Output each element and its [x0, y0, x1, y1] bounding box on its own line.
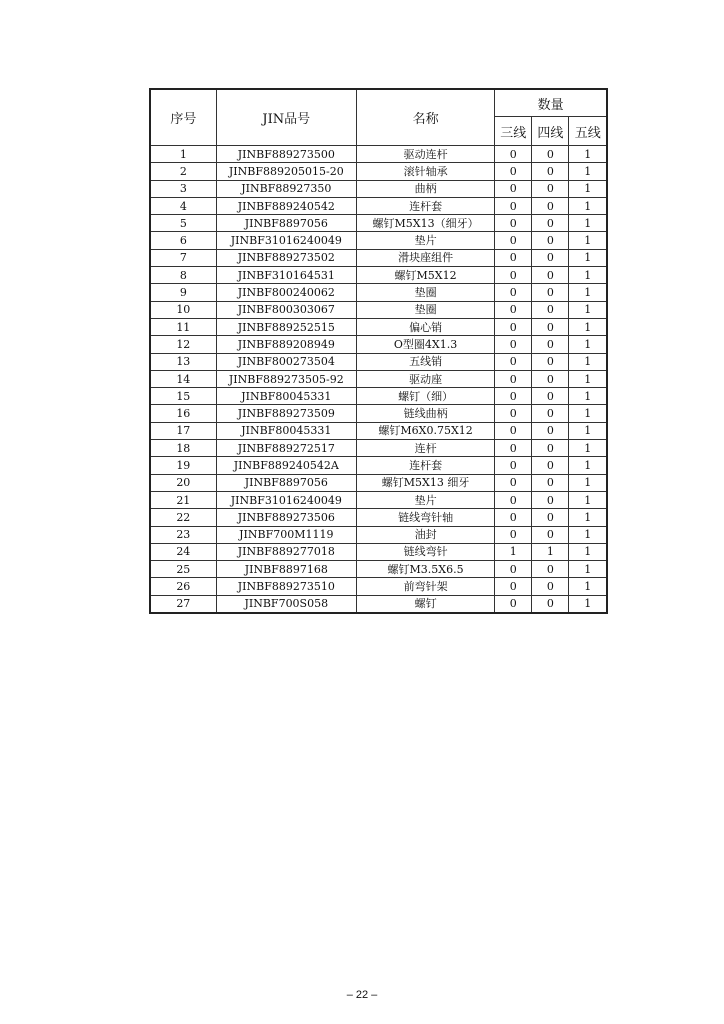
table-row — [150, 543, 607, 560]
table-row — [150, 318, 607, 335]
cell-part-no: JINBF800303067 — [216, 301, 356, 318]
cell-qty-three: 0 — [495, 474, 532, 491]
cell-name: 链线曲柄 — [356, 405, 494, 422]
table-row — [150, 249, 607, 266]
cell-qty-five: 1 — [569, 543, 607, 560]
cell-part-no: JINBF80045331 — [216, 388, 356, 405]
table-row — [150, 561, 607, 578]
cell-qty-three: 0 — [495, 561, 532, 578]
cell-name: 滑块座组件 — [356, 249, 494, 266]
cell-name: 螺钉M5X12 — [356, 267, 494, 284]
cell-qty-four: 0 — [532, 301, 569, 318]
cell-qty-three: 0 — [495, 284, 532, 301]
table-row — [150, 440, 607, 457]
cell-qty-five: 1 — [569, 440, 607, 457]
cell-name: 五线销 — [356, 353, 494, 370]
cell-no: 4 — [150, 197, 216, 214]
cell-part-no: JINBF31016240049 — [216, 491, 356, 508]
header-quantity: 数量 — [495, 89, 607, 117]
cell-name: 螺钉M5X13 细牙 — [356, 474, 494, 491]
cell-no: 6 — [150, 232, 216, 249]
cell-name: 垫片 — [356, 232, 494, 249]
cell-name: 螺钉M3.5X6.5 — [356, 561, 494, 578]
cell-qty-four: 0 — [532, 491, 569, 508]
cell-part-no: JINBF889272517 — [216, 440, 356, 457]
cell-no: 21 — [150, 491, 216, 508]
table-row — [150, 197, 607, 214]
table-row — [150, 457, 607, 474]
cell-no: 20 — [150, 474, 216, 491]
table-row — [150, 578, 607, 595]
cell-no: 18 — [150, 440, 216, 457]
cell-qty-four: 0 — [532, 509, 569, 526]
cell-part-no: JINBF8897168 — [216, 561, 356, 578]
table-row — [150, 232, 607, 249]
cell-qty-five: 1 — [569, 457, 607, 474]
cell-qty-five: 1 — [569, 336, 607, 353]
cell-part-no: JINBF700S058 — [216, 595, 356, 613]
cell-no: 1 — [150, 146, 216, 163]
cell-qty-four: 0 — [532, 457, 569, 474]
cell-qty-five: 1 — [569, 353, 607, 370]
cell-qty-five: 1 — [569, 561, 607, 578]
cell-qty-three: 0 — [495, 197, 532, 214]
cell-part-no: JINBF8897056 — [216, 474, 356, 491]
cell-no: 14 — [150, 370, 216, 387]
cell-qty-four: 0 — [532, 526, 569, 543]
cell-qty-four: 0 — [532, 267, 569, 284]
cell-name: 螺钉M6X0.75X12 — [356, 422, 494, 439]
cell-part-no: JINBF31016240049 — [216, 232, 356, 249]
cell-part-no: JINBF800273504 — [216, 353, 356, 370]
cell-qty-five: 1 — [569, 301, 607, 318]
table-row — [150, 215, 607, 232]
cell-name: 连杆 — [356, 440, 494, 457]
table-row — [150, 146, 607, 163]
cell-no: 7 — [150, 249, 216, 266]
table-row — [150, 422, 607, 439]
cell-name: 螺钉M5X13（细牙） — [356, 215, 494, 232]
cell-name: 螺钉 — [356, 595, 494, 613]
cell-no: 27 — [150, 595, 216, 613]
cell-part-no: JINBF889277018 — [216, 543, 356, 560]
cell-qty-five: 1 — [569, 595, 607, 613]
cell-no: 12 — [150, 336, 216, 353]
cell-no: 22 — [150, 509, 216, 526]
cell-qty-five: 1 — [569, 422, 607, 439]
cell-qty-five: 1 — [569, 197, 607, 214]
header-part-no: JIN品号 — [216, 89, 356, 146]
cell-qty-five: 1 — [569, 163, 607, 180]
cell-part-no: JINBF8897056 — [216, 215, 356, 232]
cell-qty-five: 1 — [569, 491, 607, 508]
cell-part-no: JINBF88927350 — [216, 180, 356, 197]
cell-qty-three: 0 — [495, 267, 532, 284]
cell-no: 8 — [150, 267, 216, 284]
cell-qty-five: 1 — [569, 249, 607, 266]
cell-qty-four: 0 — [532, 197, 569, 214]
cell-part-no: JINBF700M1119 — [216, 526, 356, 543]
cell-part-no: JINBF889240542A — [216, 457, 356, 474]
cell-qty-three: 0 — [495, 457, 532, 474]
header-four-thread: 四线 — [532, 117, 569, 146]
cell-qty-four: 0 — [532, 163, 569, 180]
cell-no: 11 — [150, 318, 216, 335]
cell-qty-five: 1 — [569, 405, 607, 422]
table-row — [150, 336, 607, 353]
cell-qty-four: 0 — [532, 405, 569, 422]
cell-qty-three: 0 — [495, 232, 532, 249]
cell-qty-four: 0 — [532, 146, 569, 163]
cell-name: 曲柄 — [356, 180, 494, 197]
cell-part-no: JINBF889273510 — [216, 578, 356, 595]
cell-no: 19 — [150, 457, 216, 474]
cell-qty-five: 1 — [569, 526, 607, 543]
cell-qty-five: 1 — [569, 284, 607, 301]
cell-qty-four: 0 — [532, 370, 569, 387]
header-no: 序号 — [150, 89, 216, 146]
table-header — [150, 89, 607, 146]
cell-qty-three: 0 — [495, 526, 532, 543]
cell-name: 油封 — [356, 526, 494, 543]
cell-no: 16 — [150, 405, 216, 422]
cell-part-no: JINBF889273502 — [216, 249, 356, 266]
table-row — [150, 284, 607, 301]
cell-no: 10 — [150, 301, 216, 318]
cell-qty-three: 0 — [495, 388, 532, 405]
table-row — [150, 180, 607, 197]
cell-qty-five: 1 — [569, 267, 607, 284]
table-row — [150, 491, 607, 508]
table-row — [150, 370, 607, 387]
cell-qty-five: 1 — [569, 180, 607, 197]
cell-name: 垫片 — [356, 491, 494, 508]
cell-qty-three: 0 — [495, 336, 532, 353]
cell-no: 9 — [150, 284, 216, 301]
table-row — [150, 301, 607, 318]
cell-qty-four: 0 — [532, 215, 569, 232]
cell-no: 3 — [150, 180, 216, 197]
cell-no: 15 — [150, 388, 216, 405]
table-row — [150, 526, 607, 543]
header-five-thread: 五线 — [569, 117, 607, 146]
cell-qty-four: 0 — [532, 180, 569, 197]
cell-qty-three: 0 — [495, 491, 532, 508]
cell-qty-five: 1 — [569, 370, 607, 387]
cell-qty-four: 0 — [532, 595, 569, 613]
cell-qty-three: 0 — [495, 318, 532, 335]
cell-no: 17 — [150, 422, 216, 439]
cell-qty-three: 0 — [495, 180, 532, 197]
cell-no: 2 — [150, 163, 216, 180]
cell-qty-four: 0 — [532, 284, 569, 301]
cell-no: 23 — [150, 526, 216, 543]
cell-qty-five: 1 — [569, 388, 607, 405]
cell-part-no: JINBF889273509 — [216, 405, 356, 422]
cell-qty-three: 0 — [495, 370, 532, 387]
cell-part-no: JINBF889273500 — [216, 146, 356, 163]
cell-qty-five: 1 — [569, 509, 607, 526]
cell-qty-four: 0 — [532, 422, 569, 439]
cell-name: 前弯针架 — [356, 578, 494, 595]
cell-qty-three: 0 — [495, 163, 532, 180]
cell-no: 5 — [150, 215, 216, 232]
header-name: 名称 — [356, 89, 494, 146]
cell-qty-five: 1 — [569, 232, 607, 249]
cell-qty-four: 0 — [532, 336, 569, 353]
cell-qty-four: 0 — [532, 232, 569, 249]
table-row — [150, 595, 607, 613]
table-body — [150, 146, 607, 614]
cell-qty-three: 0 — [495, 301, 532, 318]
cell-qty-four: 0 — [532, 474, 569, 491]
cell-qty-three: 0 — [495, 440, 532, 457]
cell-qty-four: 0 — [532, 353, 569, 370]
cell-name: 偏心销 — [356, 318, 494, 335]
cell-name: 驱动连杆 — [356, 146, 494, 163]
cell-qty-five: 1 — [569, 215, 607, 232]
cell-part-no: JINBF800240062 — [216, 284, 356, 301]
cell-name: O型圈4X1.3 — [356, 336, 494, 353]
cell-qty-five: 1 — [569, 474, 607, 491]
cell-name: 连杆套 — [356, 197, 494, 214]
cell-qty-four: 0 — [532, 249, 569, 266]
cell-part-no: JINBF889273506 — [216, 509, 356, 526]
cell-qty-three: 0 — [495, 215, 532, 232]
cell-part-no: JINBF889240542 — [216, 197, 356, 214]
cell-qty-four: 0 — [532, 388, 569, 405]
table-row — [150, 509, 607, 526]
cell-qty-three: 1 — [495, 543, 532, 560]
cell-qty-four: 0 — [532, 578, 569, 595]
cell-no: 26 — [150, 578, 216, 595]
cell-name: 滚针轴承 — [356, 163, 494, 180]
cell-part-no: JINBF310164531 — [216, 267, 356, 284]
cell-name: 螺钉（细） — [356, 388, 494, 405]
cell-part-no: JINBF889273505-92 — [216, 370, 356, 387]
cell-name: 垫圈 — [356, 284, 494, 301]
table-row — [150, 388, 607, 405]
cell-qty-four: 0 — [532, 318, 569, 335]
cell-name: 驱动座 — [356, 370, 494, 387]
cell-qty-three: 0 — [495, 509, 532, 526]
cell-qty-three: 0 — [495, 595, 532, 613]
cell-qty-three: 0 — [495, 578, 532, 595]
cell-no: 13 — [150, 353, 216, 370]
table-row — [150, 405, 607, 422]
cell-qty-four: 0 — [532, 440, 569, 457]
cell-qty-four: 0 — [532, 561, 569, 578]
cell-part-no: JINBF80045331 — [216, 422, 356, 439]
cell-no: 24 — [150, 543, 216, 560]
cell-qty-three: 0 — [495, 422, 532, 439]
cell-part-no: JINBF889208949 — [216, 336, 356, 353]
cell-name: 垫圈 — [356, 301, 494, 318]
cell-qty-three: 0 — [495, 353, 532, 370]
page-number: – 22 – — [346, 989, 378, 1001]
cell-part-no: JINBF889205015-20 — [216, 163, 356, 180]
cell-qty-five: 1 — [569, 578, 607, 595]
cell-name: 链线弯针 — [356, 543, 494, 560]
table-row — [150, 353, 607, 370]
cell-qty-five: 1 — [569, 318, 607, 335]
cell-qty-three: 0 — [495, 249, 532, 266]
cell-qty-five: 1 — [569, 146, 607, 163]
table-row — [150, 474, 607, 491]
cell-name: 连杆套 — [356, 457, 494, 474]
cell-qty-three: 0 — [495, 146, 532, 163]
cell-no: 25 — [150, 561, 216, 578]
cell-part-no: JINBF889252515 — [216, 318, 356, 335]
header-three-thread: 三线 — [495, 117, 532, 146]
cell-name: 链线弯针轴 — [356, 509, 494, 526]
cell-qty-three: 0 — [495, 405, 532, 422]
parts-table — [149, 88, 608, 614]
cell-qty-four: 1 — [532, 543, 569, 560]
table-row — [150, 163, 607, 180]
table-row — [150, 267, 607, 284]
